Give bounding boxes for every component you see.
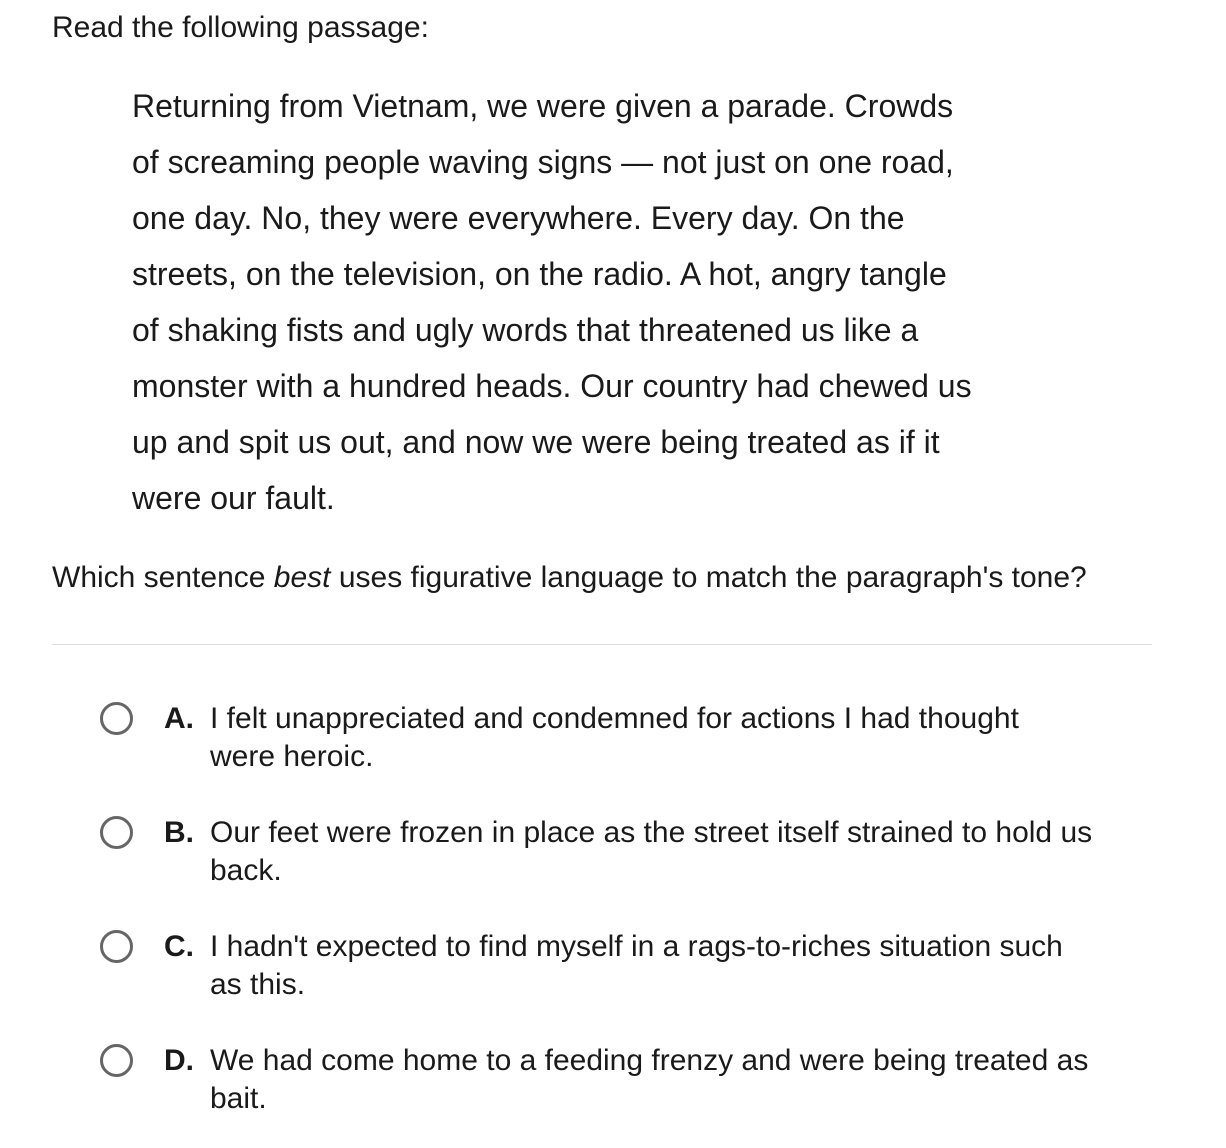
passage-line: monster with a hundred heads. Our country had chewed us — [132, 368, 972, 404]
passage-line: up and spit us out, and now we were being treated as if it — [132, 424, 940, 460]
passage-line: were our fault. — [132, 480, 335, 516]
question-text-start: Which sentence — [52, 561, 274, 594]
passage-line: streets, on the television, on the radio. A hot, angry tangle — [132, 256, 947, 292]
passage — [132, 80, 1132, 528]
option-letter: A. — [164, 702, 194, 735]
option-text — [210, 814, 1170, 890]
passage-line: one day. No, they were everywhere. Every day. On the — [132, 200, 905, 236]
passage-line: of shaking fists and ugly words that threatened us like a — [132, 312, 919, 348]
option-letter: D. — [164, 1044, 194, 1077]
option-line: We had come home to a feeding frenzy and were being treated as — [210, 1044, 1089, 1077]
option-line: bait. — [210, 1082, 267, 1115]
option-c[interactable] — [100, 928, 1170, 1018]
passage-line: of screaming people waving signs — not just on one road, — [132, 144, 954, 180]
option-line: I hadn't expected to find myself in a rags-to-riches situation such — [210, 930, 1063, 963]
radio-button-a[interactable] — [100, 702, 133, 735]
option-line: as this. — [210, 968, 306, 1001]
option-b[interactable] — [100, 814, 1170, 904]
option-text — [210, 700, 1170, 776]
option-a[interactable] — [100, 700, 1170, 790]
option-text — [210, 928, 1170, 1004]
option-d[interactable] — [100, 1042, 1170, 1132]
option-text — [210, 1042, 1170, 1118]
intro-text: Read the following passage: — [52, 11, 429, 44]
radio-button-d[interactable] — [100, 1044, 133, 1077]
question-emphasis: best — [273, 561, 331, 594]
option-line: I felt unappreciated and condemned for actions I had thought — [210, 702, 1019, 735]
option-letter: C. — [164, 930, 194, 963]
passage-line: Returning from Vietnam, we were given a parade. Crowds — [132, 88, 954, 124]
radio-button-b[interactable] — [100, 816, 133, 849]
option-letter: B. — [164, 816, 194, 849]
option-line: were heroic. — [210, 740, 374, 773]
option-line: back. — [210, 854, 282, 887]
option-line: Our feet were frozen in place as the street itself strained to hold us — [210, 816, 1093, 849]
divider — [52, 644, 1152, 645]
question-text-end: uses figurative language to match the paragraph's tone? — [330, 561, 1087, 594]
question-text — [52, 556, 1087, 600]
radio-button-c[interactable] — [100, 930, 133, 963]
